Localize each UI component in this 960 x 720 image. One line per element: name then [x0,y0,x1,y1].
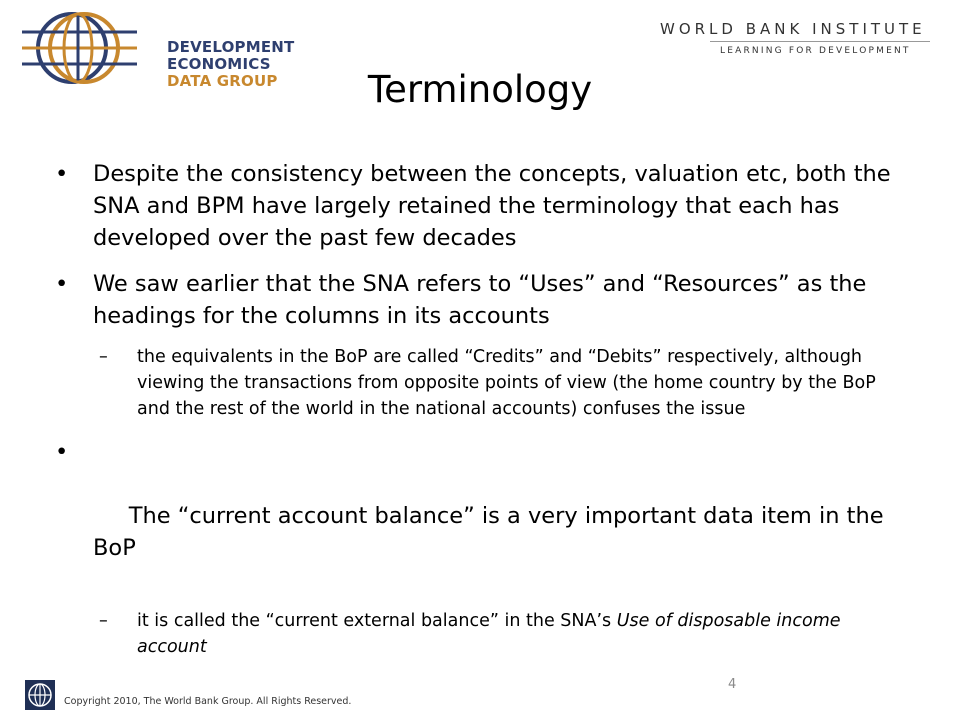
bullet-icon: • [55,271,69,297]
sub-bullet-text: it is called the “current external balance” in the SNA’s [137,611,617,631]
slide-title: Terminology [367,68,593,111]
bullet-item [55,436,910,596]
bullet-item [55,158,910,254]
bullet-text: The “current account balance” is a very important data item in the BoP [93,503,891,561]
bullet-text: We saw earlier that the SNA refers to “Uses” and “Resources” as the headings for the columns in its accounts [93,271,867,329]
bullet-icon: • [55,439,69,465]
wbi-name: WORLD BANK INSTITUTE [660,20,926,38]
world-bank-institute-logo [660,20,930,56]
copyright-text: Copyright 2010, The World Bank Group. All Rights Reserved. [64,696,352,707]
wbi-tagline: LEARNING FOR DEVELOPMENT [720,46,911,56]
wbi-divider [710,41,930,42]
page-number: 4 [728,677,737,692]
sub-bullet-item [55,608,910,660]
logo-line-2: DATA GROUP [167,72,278,90]
bullet-text: Despite the consistency between the concepts, valuation etc, both the SNA and BPM have largely retained the terminology that each has developed over the past few decades [93,161,891,251]
sub-bullet-item [55,344,910,422]
world-bank-globe-icon [25,680,55,710]
slide-body [55,158,910,674]
dash-icon: – [99,347,108,367]
sub-bullet-text: the equivalents in the BoP are called “Credits” and “Debits” respectively, although viewing the transactions from opposite points of view (the home country by the BoP and the rest of the world in the national accounts) confuses the issue [137,347,876,419]
bullet-icon: • [55,161,69,187]
account-name: Use of disposable income account [137,611,841,657]
dash-icon: – [99,611,108,631]
logo-line-1: DEVELOPMENT ECONOMICS [167,38,295,73]
bullet-item [55,268,910,332]
